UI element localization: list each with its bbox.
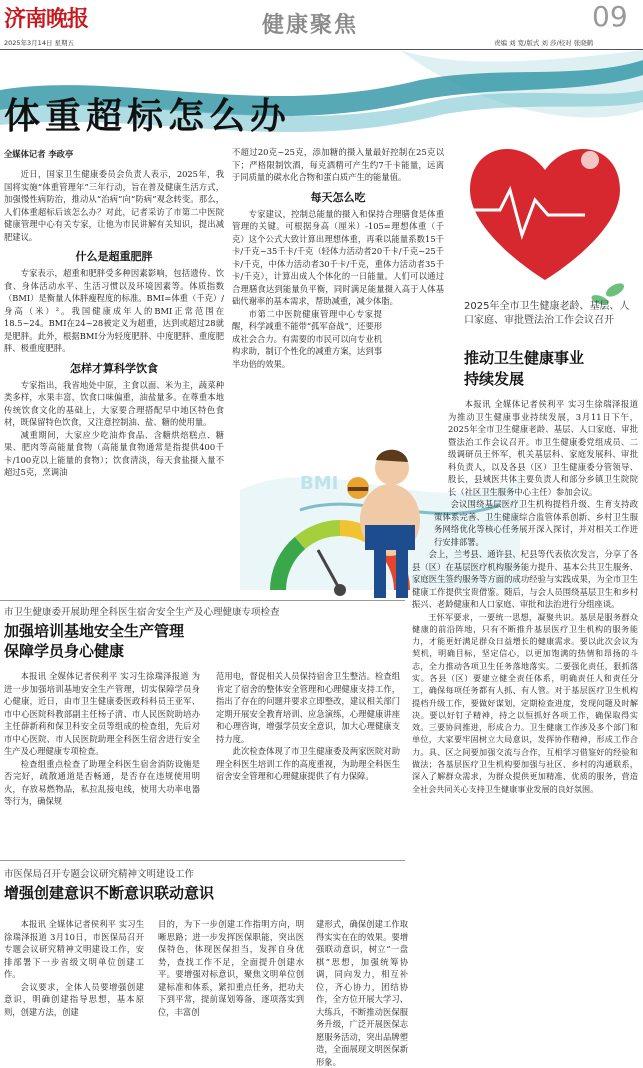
article2-p4: 王怀军要求，一要统一思想，凝聚共识。基层是服务群众健康的前沿阵地，只有不断推升基层医疗卫生机构的服务能力，才能更好满足群众日益增长的健康需求。要以此次会议为契机，明确目标，坚定信心，以更加饱满的热情和昂扬的斗志，全力推动各项卫生任务落地落实。二要强化责任，狠抓落实。各县（区）要建立健全责任体系，明确责任人和责任分工，确保每项任务都有人抓、有人管。对于基层医疗卫生机构提档升级工作，要做好谋划，定期检查进度，发现问题及时解决。要以好钉子精神，持之以恒抓好各项工作，确保取得实效。三要协同推进，形成合力。卫生健康工作涉及多个部门和单位，大家要牢固树立大局意识，发挥协作精神，形成工作合力。具、区之间要加强交流与合作，互相学习借鉴好的经验和做法；各基层医疗卫生机构要加强与社区、乡村的沟通联系，深入了解群众需求，为群众提供更加精准、优质的服务，营造全社会共同关心支持卫生健康事业发展的良好氛围。: [412, 611, 638, 794]
article3-top-rule: [0, 600, 405, 601]
article2-p3: 会上，兰考县、通许县、杞县等代表依次发言，分享了各县（区）在基层医疗机构服务能力提升、基本公共卫生服务、家庭医生签约服务等方面的成功经验与实践成果，为全市卫生健康工作提供宝贵借鉴。随后，与会人员围绕基层卫生和乡村振兴、老龄健康和人口家庭、审批和法治进行分组座谈。: [412, 549, 638, 609]
article2-body: [412, 398, 638, 795]
article4-p2: 会议要求，全体人员要增强创建意识，明确创建指导思想，基本原则，创建方法，创建: [4, 981, 144, 1017]
article2-title1: 推动卫生健康事业: [464, 349, 585, 367]
article2-p2: 会议围绕基层医疗卫生机构提档升级、生育支持政策体系完善、卫生健康综合监管体系创新、乡村卫生服务网络优化等核心任务展开深入探讨，并对相关工作进行安排部署。: [434, 499, 638, 547]
article4-p4: 建形式，确保创建工作取得实实在在的效果。要增强联动意识，树立“一盘棋”思想，加强统筹协调，同向发力，相互补位，齐心协力，团结协作，全方位开展大学习、大练兵，不断推动医保服务升级，广泛开展医保志愿服务活动，突出品牌塑造，全面展现文明医保新形象。: [316, 919, 408, 1067]
article3-col2: [216, 670, 400, 783]
article1-col2: [232, 146, 444, 370]
article1-byline: 全媒体记者 李政亭: [4, 149, 74, 159]
article4-col3: [316, 918, 408, 1068]
article4-top-rule: [0, 860, 405, 861]
article4-col2: [158, 918, 304, 1018]
article3-p3: 范用电，督促相关人员保持宿舍卫生整洁。检查组肯定了宿舍的整体安全管理和心理健康支持工作，指出了存在的问题并要求立即整改，建议相关部门定期开展安全教育培训、应急演练，心理健康讲座和心理咨询，增强学员安全意识，加大心理健康支持力度。: [216, 671, 400, 744]
article1-p2: 专家表示，超重和肥胖受多种因素影响，包括遗传、饮食、身体活动水平、生活习惯以及环境因素等。体质指数（BMI）是衡量人体胖瘦程度的标准。BMI=体重（千克）/身高（米）²。我国健康成年人的BMI正常范围在18.5~24。BMI在24~28被定义为超重，达到或超过28就是肥胖。此外，根据BMI分为轻度肥胖、中度肥胖、重度肥胖、极重度肥胖。: [4, 268, 224, 353]
article1-h1: 什么是超重肥胖: [75, 250, 153, 263]
article2-p1: 本报讯 全媒体记者侯利平 实习生徐瑞泽报道 为推动卫生健康事业持续发展，3月11日下午，2025年全市卫生健康老龄、基层、人口家庭、审批暨法治工作会议召开。市卫生健康委党组成员、二级调研员王怀军，机关基层科、家庭发展科、审批科负责人，以及各县（区）卫生健康委分管领导、股长，县域医共体主要负责人和部分乡镇卫生院院长（社区卫生服务中心主任）参加会议。: [448, 399, 638, 497]
section-title: 健康聚焦: [262, 13, 359, 38]
page-number: 09: [592, 0, 628, 33]
masthead: 济南晚报: [4, 6, 89, 32]
article3-p2: 检查组重点检查了助理全科医生宿舍消防设施是否完好，疏散通道是否畅通，是否存在违规使用明火，存放易燃物品，私拉乱接电线，使用大功率电器等行为，确保规: [4, 758, 200, 806]
article4-p3: 目的，为下一步创建工作指明方向，明晰思路；进一步发挥医保职能，突出医保特色，体现医保担当，发挥自身优势，查找工作不足，全面提升创建水平。要增强对标意识，聚焦文明单位创建标准和体系，紧扣重点任务，把功夫下到平常，提前谋划筹备，逐项落实到位，丰富创: [158, 919, 304, 1017]
article4-kicker: 市医保局召开专题会议研究精神文明建设工作: [4, 869, 195, 880]
article1-p3: 专家指出，我省地处中原，主食以面、米为主，蔬菜种类多样，水果丰富，饮食口味偏重，油盐量多。在尊重本地传统饮食文化的基础上，大家要合理搭配早中地区特色食材，既保留特色饮食，又注意控制油、盐、糖的使用量。: [4, 379, 224, 427]
bmi-label: BMI: [300, 473, 339, 494]
article1-h3: 每天怎么吃: [310, 190, 366, 204]
article1-p1: 近日，国家卫生健康委员会负责人表示，2025年，我国将实施“体重管理年”三年行动，旨在普及健康生活方式，加强慢性病防治，推动从“治病”向“防病”观念转变。那么，人们体重超标后该怎么办？对此，记者采访了市第二中医院健康管理中心有关专家，让他为市民讲解有关知识，提出减肥建议。: [4, 169, 224, 242]
article1-p4: 减重期间，大家应少吃油炸食品、含糖烘焙糕点、糖果、肥肉等高能量食物（高能量食物通常是指提供400千卡/100克以上能量的食物）；饮食清淡，每天食盐摄入量不超过5克，烹调油: [4, 429, 224, 477]
article3-kicker: 市卫生健康委开展助理全科医生宿舍安全生产及心理健康专项检查: [4, 607, 280, 618]
article3-title2: 保障学员身心健康: [4, 642, 125, 660]
editor-credits: 责编 刘 宽/版式 刘 莎/校对 张晓鹤: [494, 39, 594, 47]
article2-subtitle: 2025年全市卫生健康老龄、基层、人口家庭、审批暨法治工作会议召开: [464, 301, 630, 326]
article1-h2: 怎样才算科学饮食: [70, 361, 158, 375]
article1-p6: 专家建议，控制总能量的摄入和保持合理膳食是体重管理的关键。可根据身高（厘米）-105=理想体重（千克）这个公式大致计算出理想体重，再乘以能量系数15千卡/千克~35千卡/千克（轻体力活动者20千卡/千克~25千卡/千克，中体力活动者30千卡/千克，重体力活动者35千卡/千克），计算出成人个体化的一日能量。人们可以通过合理膳食达到能量负平衡，同时满足能量摄入高于人体基础代谢率的基本需求，帮助减重，减少体脂。: [232, 208, 444, 306]
issue-date: 2025年3月14日 星期五: [4, 39, 75, 47]
article4-col1: [4, 918, 144, 1018]
article3-title1: 加强培训基地安全生产管理: [4, 622, 185, 640]
article1-title: 体重超标怎么办: [4, 96, 292, 137]
article1-col1: [4, 168, 224, 479]
article1-p5: 不超过20克~25克，添加糖的摄入量最好控制在25克以下；严格限制饮酒，每克酒精可产生约7千卡能量，远离于同质量的碳水化合物和蛋白质产生的能量值。: [232, 147, 444, 182]
article3-p1: 本报讯 全媒体记者侯利平 实习生徐瑞泽报道 为进一步加强培训基地安全生产管理，切实保障学员身心健康，近日，由市卫生健康委医政科科员王亚军、市中心医院科教部副主任杨子清、市人民医院助培办主任薛新莉和保卫科安全员等组成的检查组，先后对市中心医院、市人民医院助理全科医生宿舍进行安全生产及心理健康专项检查。: [4, 671, 200, 756]
article4-title: 增强创建意识不断意识联动意识: [4, 884, 215, 902]
article1-p7: 市第二中医院健康管理中心专家提醒，科学减重不能带“孤军奋战”，还要形成社会合力。有需要的市民可以向专业机构求助，制订个性化的减重方案，达到事半功倍的效果。: [232, 308, 382, 369]
article2-title2: 持续发展: [464, 370, 525, 388]
article3-col1: [4, 670, 200, 808]
article4-p1: 本报讯 全媒体记者侯利平 实习生徐瑞泽报道 3月10日，市医保局召开专题会议研究精神文明建设工作，安排部署下一步省级文明单位创建工作。: [4, 919, 144, 979]
article3-p4: 此次检查体现了市卫生健康委及两家医院对助理全科医生培训工作的高度重视，为助理全科医生宿舍安全管理和心理健康提供了有力保障。: [216, 746, 400, 781]
heart-icon: [470, 149, 620, 280]
